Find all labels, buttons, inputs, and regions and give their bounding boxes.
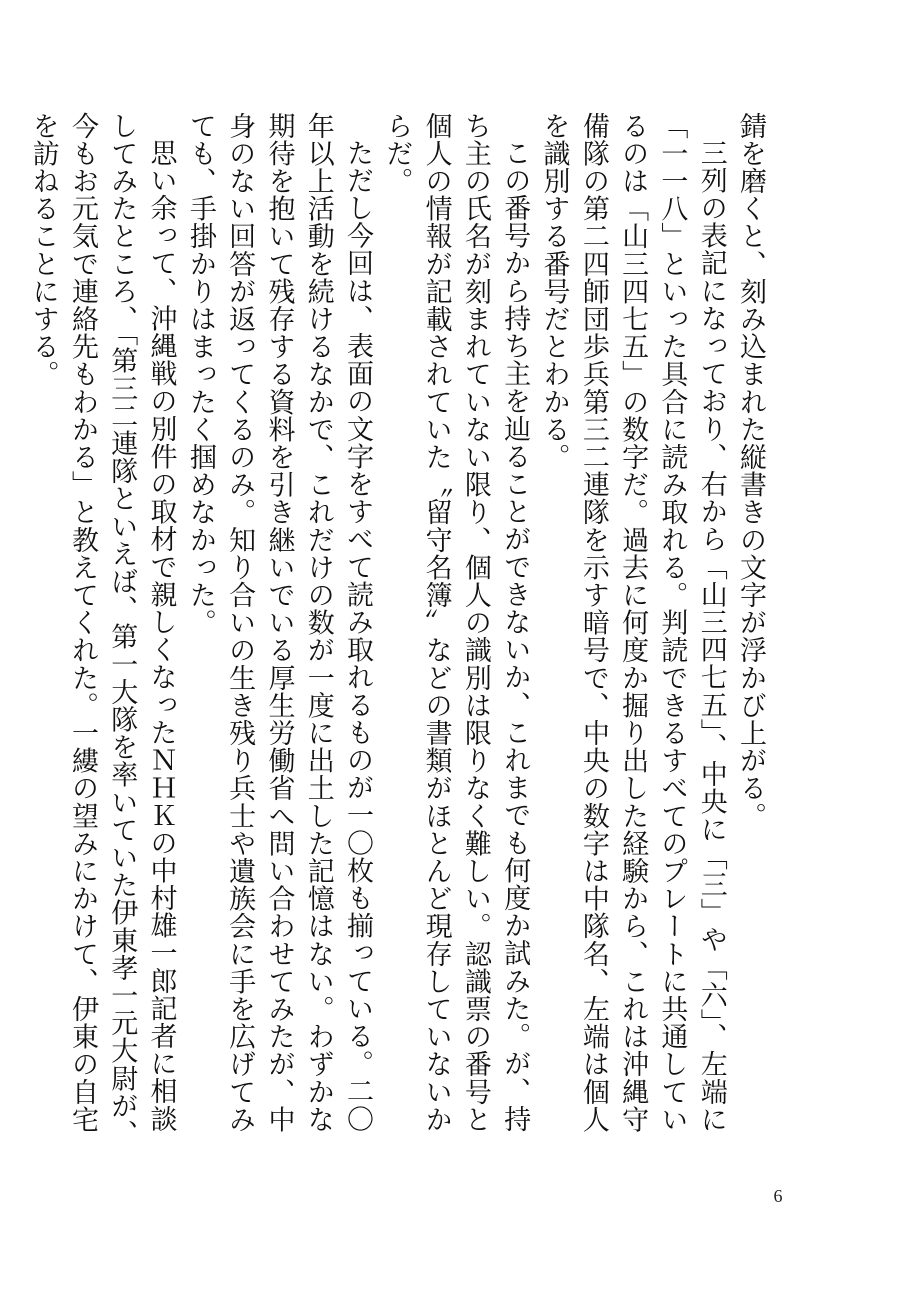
paragraph-5: 思い余って、沖縄戦の別件の取材で親しくなったＮＨＫの中村雄一郎記者に相談してみたところ、「第三二連隊といえば、第一大隊を率いていた伊東孝一元大尉が、今もお元気で連絡先もわかる」と教えてくれた。一縷の望みにかけて、伊東の自宅を訪ねることにする。	[27, 112, 177, 1148]
blank-line	[0, 112, 23, 1152]
paragraph-1: 錆を磨くと、刻み込まれた縦書きの文字が浮かび上がる。	[735, 112, 766, 830]
vertical-text-body	[27, 112, 770, 1152]
paragraph-4: ただし今回は、表面の文字をすべて読み取れるものが一〇枚も揃っている。二〇年以上活動を続けるなかで、これだけの数が一度に出土した記憶はない。わずかな期待を抱いて残存する資料を引き継いでいる厚生労働省へ問い合わせてみたが、中身のない回答が返ってくるのみ。知り合いの生き残り兵士や遺族会に手を広げてみても、手掛かりはまったく掴めなかった。	[184, 112, 374, 1134]
paragraph-2: 三列の表記になっており、右から「山三四七五」、中央に「三」や「六」、左端に「一一八」といった具合に読み取れる。判読できるすべてのプレートに共通しているのは「山三四七五」の数字だ。過去に何度か掘り出した経験から、これは沖縄守備隊の第二四師団歩兵第三二連隊を示す暗号で、中央の数字は中隊名、左端は個人を識別する番号だとわかる。	[538, 112, 727, 1134]
paragraph-3: この番号から持ち主を辿ることができないか、これまでも何度か試みた。が、持ち主の氏名が刻まれていない限り、個人の識別は限りなく難しい。認識票の番号と個人の情報が記載されていた〝留守名簿〟などの書類がほとんど現存していないからだ。	[381, 112, 531, 1134]
page-number: 6	[773, 1186, 783, 1206]
